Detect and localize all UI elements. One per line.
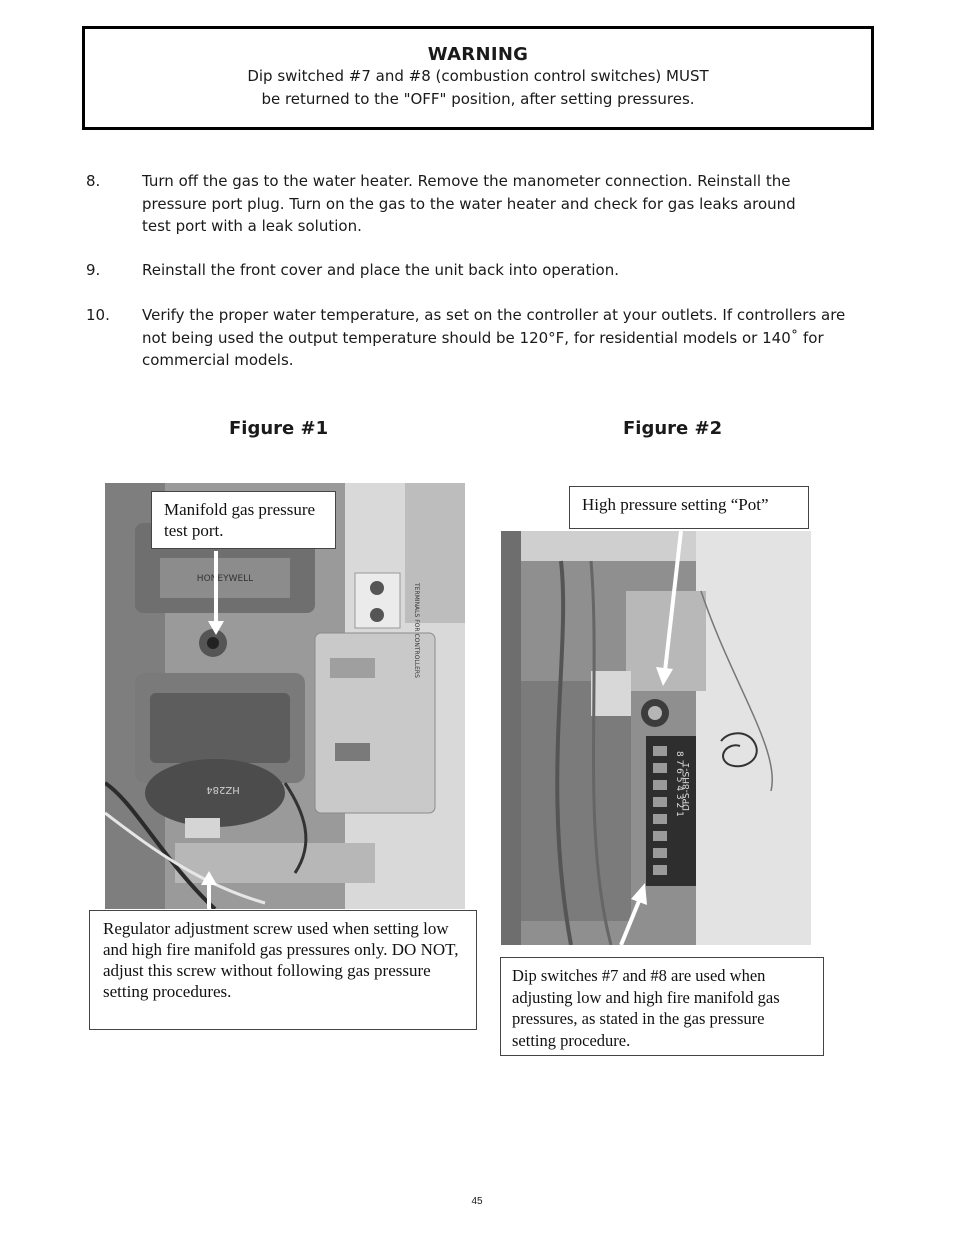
warning-line-2: be returned to the "OFF" position, after setting pressures. (261, 90, 695, 108)
step-text: Turn off the gas to the water heater. Remove the manometer connection. Reinstall the pressure port plug. Turn on the gas to the water heater and check for gas leaks around test port with a leak solution. (142, 172, 796, 235)
callout-text: High pressure setting “Pot” (582, 495, 769, 514)
step-8 (86, 170, 866, 238)
figure-2-callout-top (569, 486, 809, 529)
figure-1-callout-bottom (89, 910, 477, 1030)
step-text: Reinstall the front cover and place the unit back into operation. (142, 261, 619, 279)
figure-1-title: Figure #1 (229, 418, 329, 439)
step-9 (86, 259, 866, 282)
step-number: 8. (86, 172, 101, 190)
step-text: Verify the proper water temperature, as set on the controller at your outlets. If controllers are not being used the output temperature should be 120°F, for residential models or 140˚ for commercial models. (142, 306, 846, 369)
callout-text: Regulator adjustment screw used when setting low and high fire manifold gas pressures only. DO NOT, adjust this screw without following gas pressure setting procedures. (103, 919, 459, 1001)
terminals-label: TERMINALS FOR CONTROLLERS (413, 583, 420, 678)
valve-stamp: HONEYWELL (196, 574, 254, 584)
figure-2-title: Figure #2 (623, 418, 723, 439)
warning-line-1: Dip switched #7 and #8 (combustion control switches) MUST (247, 67, 709, 85)
figure-2-photo (501, 531, 811, 945)
dip-numbers: 8 7 6 5 4 3 2 1 (674, 751, 684, 817)
coil-label: HZ284 (206, 784, 240, 795)
figure-2-callout-bottom (500, 957, 824, 1056)
page-number: 45 (471, 1196, 483, 1207)
step-10 (86, 304, 866, 372)
callout-text: Manifold gas pressure test port. (164, 500, 316, 540)
warning-box (82, 26, 874, 130)
step-number: 9. (86, 261, 101, 279)
callout-text: Dip switches #7 and #8 are used when adjusting low and high fire manifold gas pressures, as stated in the gas pressure setting procedure. (512, 966, 780, 1050)
step-number: 10. (86, 306, 110, 324)
dip-model: DPS-8HS-1 (682, 762, 692, 811)
figure-1-callout-top (151, 491, 336, 549)
warning-title: WARNING (427, 44, 529, 65)
